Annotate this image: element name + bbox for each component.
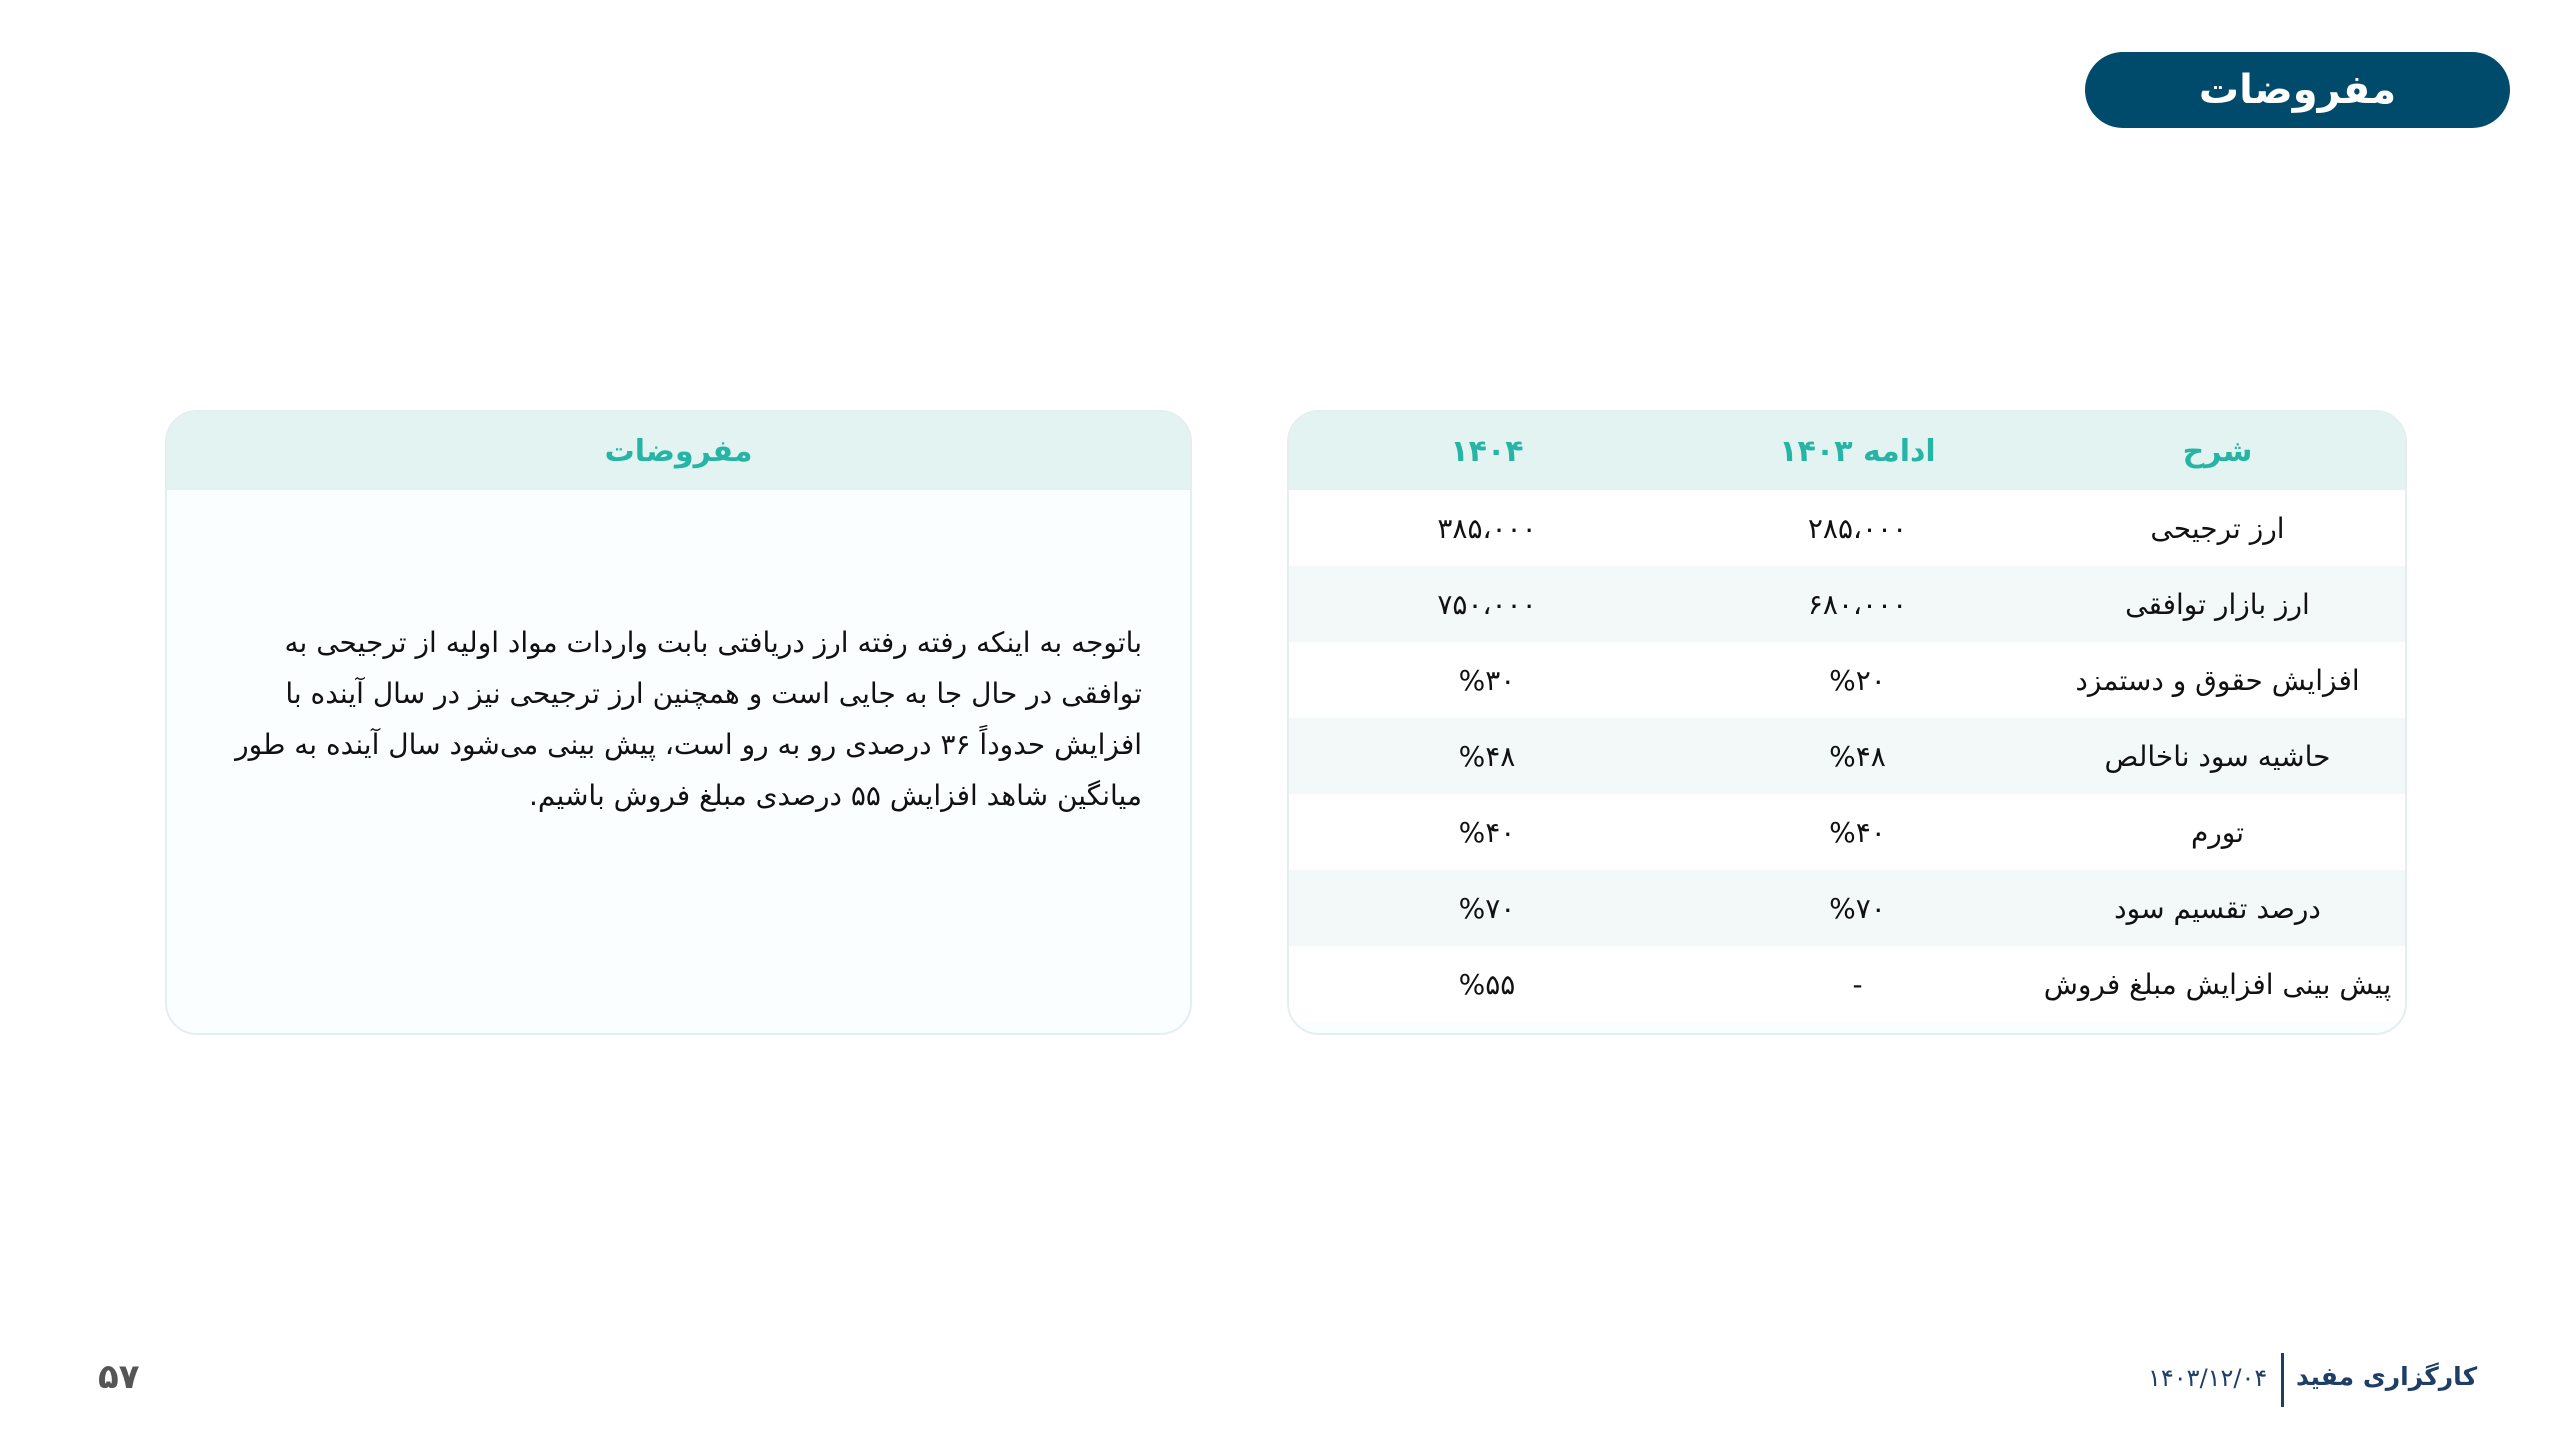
cell-1404: ۳۸۵،۰۰۰	[1289, 490, 1685, 566]
assumptions-card	[165, 410, 1192, 1035]
cell-1404: ۷۵۰،۰۰۰	[1289, 566, 1685, 642]
table-row	[1289, 490, 2405, 566]
assumptions-text: باتوجه به اینکه رفته رفته ارز دریافتی بابت واردات مواد اولیه از ترجیحی به توافقی در حال جا به جایی است و همچنین ارز ترجیحی نیز در سال آینده با افزایش حدوداً ۳۶ درصدی رو به رو است، پیش بینی می‌شود سال آینده به طور میانگین شاهد افزایش ۵۵ درصدی مبلغ فروش باشیم.	[235, 626, 1142, 812]
cell-1404: %۷۰	[1289, 870, 1685, 946]
table-row	[1289, 946, 2405, 1022]
column-header-description: شرح	[2030, 412, 2405, 490]
footer-date: ۱۴۰۳/۱۲/۰۴	[2148, 1364, 2268, 1392]
assumptions-table	[1289, 412, 2405, 1022]
footer-divider	[2281, 1353, 2284, 1407]
table-header-row	[1289, 412, 2405, 490]
row-label: ارز ترجیحی	[2030, 490, 2405, 566]
table-row	[1289, 642, 2405, 718]
page-title: مفروضات	[2085, 52, 2510, 128]
table-row	[1289, 718, 2405, 794]
column-header-1403: ادامه ۱۴۰۳	[1685, 412, 2030, 490]
cell-1403: %۴۰	[1685, 794, 2030, 870]
cell-1403: %۴۸	[1685, 718, 2030, 794]
row-label: ارز بازار توافقی	[2030, 566, 2405, 642]
cell-1403: ۶۸۰،۰۰۰	[1685, 566, 2030, 642]
column-header-1404: ۱۴۰۴	[1289, 412, 1685, 490]
cell-1403: ۲۸۵،۰۰۰	[1685, 490, 2030, 566]
brand-name: کارگزاری مفید	[2296, 1362, 2478, 1391]
cell-1404: %۴۸	[1289, 718, 1685, 794]
table-row	[1289, 566, 2405, 642]
cell-1403: %۷۰	[1685, 870, 2030, 946]
table-row	[1289, 870, 2405, 946]
cell-1404: %۵۵	[1289, 946, 1685, 1022]
row-label: درصد تقسیم سود	[2030, 870, 2405, 946]
assumptions-heading: مفروضات	[167, 412, 1190, 490]
cell-1404: %۳۰	[1289, 642, 1685, 718]
row-label: تورم	[2030, 794, 2405, 870]
row-label: پیش بینی افزایش مبلغ فروش	[2030, 946, 2405, 1022]
cell-1403: -	[1685, 946, 2030, 1022]
cell-1404: %۴۰	[1289, 794, 1685, 870]
row-label: افزایش حقوق و دستمزد	[2030, 642, 2405, 718]
page-number: ۵۷	[98, 1357, 140, 1397]
assumptions-table-card	[1287, 410, 2407, 1035]
cell-1403: %۲۰	[1685, 642, 2030, 718]
table-row	[1289, 794, 2405, 870]
row-label: حاشیه سود ناخالص	[2030, 718, 2405, 794]
